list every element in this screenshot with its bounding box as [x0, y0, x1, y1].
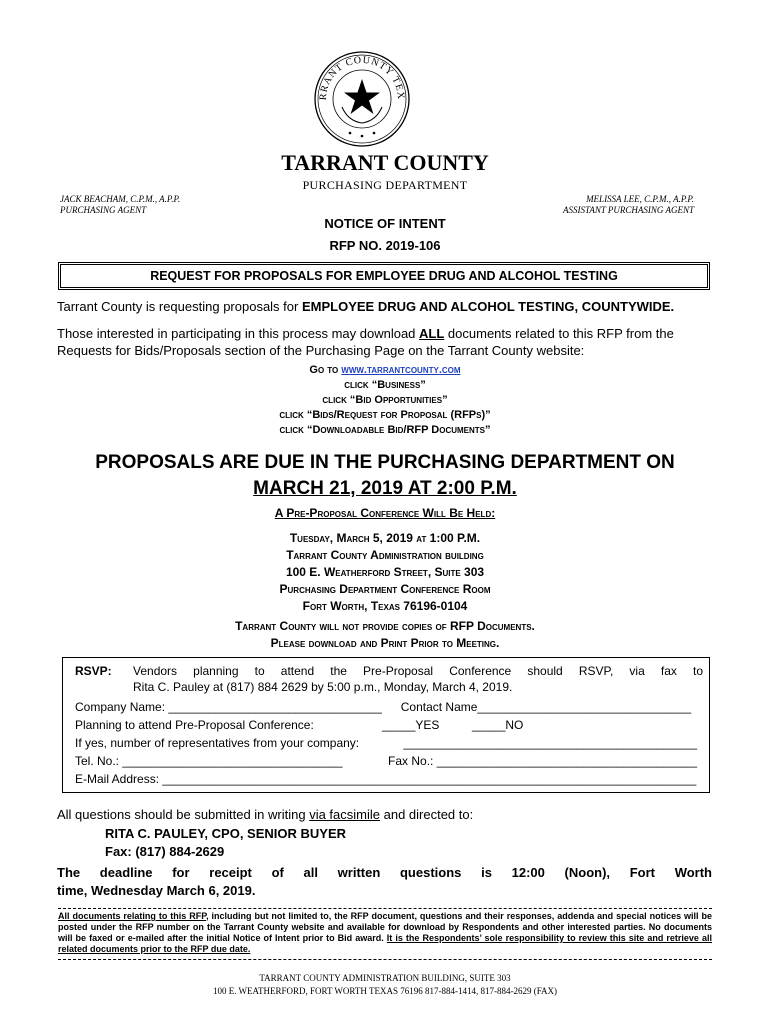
assistant-agent-role: ASSISTANT PURCHASING AGENT	[562, 205, 694, 215]
intro-text: Tarrant County is requesting proposals for	[57, 299, 302, 314]
questions-method: via facsimile	[309, 807, 380, 822]
step-business: click “Business”	[344, 379, 426, 391]
footer	[0, 972, 770, 998]
conference-note-1: Tarrant County will not provide copies of RFP Documents.	[235, 619, 535, 633]
representatives-row	[75, 735, 697, 751]
intro-paragraph-1	[57, 298, 715, 315]
no-option[interactable]: _____NO	[472, 718, 524, 732]
step-goto	[0, 363, 770, 378]
contact-name: RITA C. PAULEY, CPO, SENIOR BUYER	[105, 826, 347, 841]
disclaimer	[58, 908, 712, 960]
request-title-box	[58, 262, 710, 290]
question-deadline	[57, 864, 712, 900]
company-contact-row	[75, 699, 691, 715]
rsvp-label: RSVP:	[75, 664, 112, 678]
tel-field[interactable]: Tel. No.: _________________________________	[75, 754, 343, 768]
email-row	[75, 771, 705, 787]
disclaimer-text: , including but not limited to, the RFP document, questions and their responses, addenda and special notices will be posted under the RFP number on the Tarrant County website and available for download by Respondents and other interested parties. No documents will be faxed or e-mailed after the initial Notice of Intent prior to Bid award.	[58, 911, 712, 943]
deadline-line-2: time, Wednesday March 6, 2019.	[57, 883, 256, 898]
questions-text-b: and directed to:	[380, 807, 474, 822]
conference-building: Tarrant County Administration building	[286, 548, 484, 562]
planning-label: Planning to attend Pre-Proposal Conference:	[75, 718, 314, 732]
purchasing-agent-role: PURCHASING AGENT	[60, 205, 147, 215]
step-downloadable-docs: click “Downloadable Bid/RFP Documents”	[279, 424, 491, 436]
contact-block	[105, 825, 346, 861]
intro-paragraph-2	[57, 325, 715, 359]
seal-text: RRANT COUNTY TEX	[317, 54, 407, 101]
step-bids-rfps: click “Bids/Request for Proposal (RFPs)”	[279, 409, 491, 421]
footer-line-1: TARRANT COUNTY ADMINISTRATION BUILDING, SUITE 303	[259, 973, 511, 983]
conference-room: Purchasing Department Conference Room	[279, 582, 491, 596]
contact-name-field[interactable]: Contact Name________________________________	[400, 700, 691, 714]
deadline-line-1: The deadline for receipt of all written questions is 12:00 (Noon), Fort Worth	[57, 865, 712, 880]
intro2-text-b: documents related to this RFP from the Requests for Bids/Proposals section of the Purchasing Page on the Tarrant County website:	[57, 326, 674, 358]
due-line-1: PROPOSALS ARE DUE IN THE PURCHASING DEPARTMENT ON	[95, 452, 675, 473]
notice-heading: NOTICE OF INTENT	[324, 216, 446, 231]
intro2-bold: ALL	[419, 326, 445, 341]
website-link[interactable]: www.tarrantcounty.com	[341, 364, 461, 376]
purchasing-agent-name: JACK BEACHAM, C.P.M., A.P.P.	[60, 194, 181, 204]
purchasing-agent	[60, 194, 180, 216]
fax-field[interactable]: Fax No.: _______________________________________	[388, 754, 697, 768]
representatives-label: If yes, number of representatives from your company:	[75, 736, 360, 750]
representatives-field[interactable]: ____________________________________________	[403, 736, 697, 750]
page-title: TARRANT COUNTY	[281, 150, 489, 175]
disclaimer-responsibility: It is the Respondents’ sole responsibility to review this site and retrieve all related documents prior to the RFP due date.	[58, 933, 712, 954]
tel-fax-row	[75, 753, 697, 769]
questions-intro	[57, 806, 715, 823]
footer-line-2: 100 E. WEATHERFORD, FORT WORTH TEXAS 76196 817-884-1414, 817-884-2629 (FAX)	[212, 986, 558, 996]
rfp-number: RFP NO. 2019-106	[329, 238, 441, 253]
rsvp-form	[62, 657, 710, 793]
goto-label: Go to	[309, 364, 342, 376]
planning-row	[75, 717, 691, 733]
county-seal	[298, 47, 426, 147]
company-name-field[interactable]: Company Name: ________________________________	[75, 700, 382, 714]
request-title: REQUEST FOR PROPOSALS FOR EMPLOYEE DRUG AND ALCOHOL TESTING	[150, 269, 618, 283]
conference-note-2: Please download and Print Prior to Meeting.	[270, 636, 500, 650]
step-bid-opportunities: click “Bid Opportunities”	[322, 394, 448, 406]
questions-text-a: All questions should be submitted in writing	[57, 807, 310, 822]
due-date-block	[0, 450, 770, 502]
yes-option[interactable]: _____YES	[382, 718, 440, 732]
disclaimer-lead: All documents relating to this RFP	[58, 911, 207, 921]
conference-street: 100 E. Weatherford Street, Suite 303	[285, 565, 485, 579]
rsvp-text-1: Vendors planning to attend the Pre-Proposal Conference should RSVP, via fax to	[133, 664, 703, 678]
rsvp-intro	[75, 663, 703, 695]
department-name: PURCHASING DEPARTMENT	[302, 178, 468, 192]
assistant-purchasing-agent	[563, 194, 694, 216]
intro-bold: EMPLOYEE DRUG AND ALCOHOL TESTING, COUNTYWIDE.	[301, 299, 675, 314]
email-field[interactable]: E-Mail Address: ________________________________________________________________________________	[75, 772, 697, 786]
download-steps	[0, 363, 770, 438]
intro2-text-a: Those interested in participating in this process may download	[57, 326, 420, 341]
due-line-2: MARCH 21, 2019 AT 2:00 P.M.	[253, 478, 517, 499]
conference-city: Fort Worth, Texas 76196-0104	[302, 599, 468, 613]
rsvp-text-2: Rita C. Pauley at (817) 884 2629 by 5:00 p.m., Monday, March 4, 2019.	[133, 680, 513, 694]
conference-block	[0, 505, 770, 652]
contact-fax: Fax: (817) 884-2629	[105, 844, 225, 859]
assistant-agent-name: MELISSA LEE, C.P.M., A.P.P.	[586, 194, 694, 204]
conference-date: Tuesday, March 5, 2019 at 1:00 P.M.	[289, 531, 481, 545]
conference-heading: A Pre-Proposal Conference Will Be Held:	[274, 506, 496, 520]
